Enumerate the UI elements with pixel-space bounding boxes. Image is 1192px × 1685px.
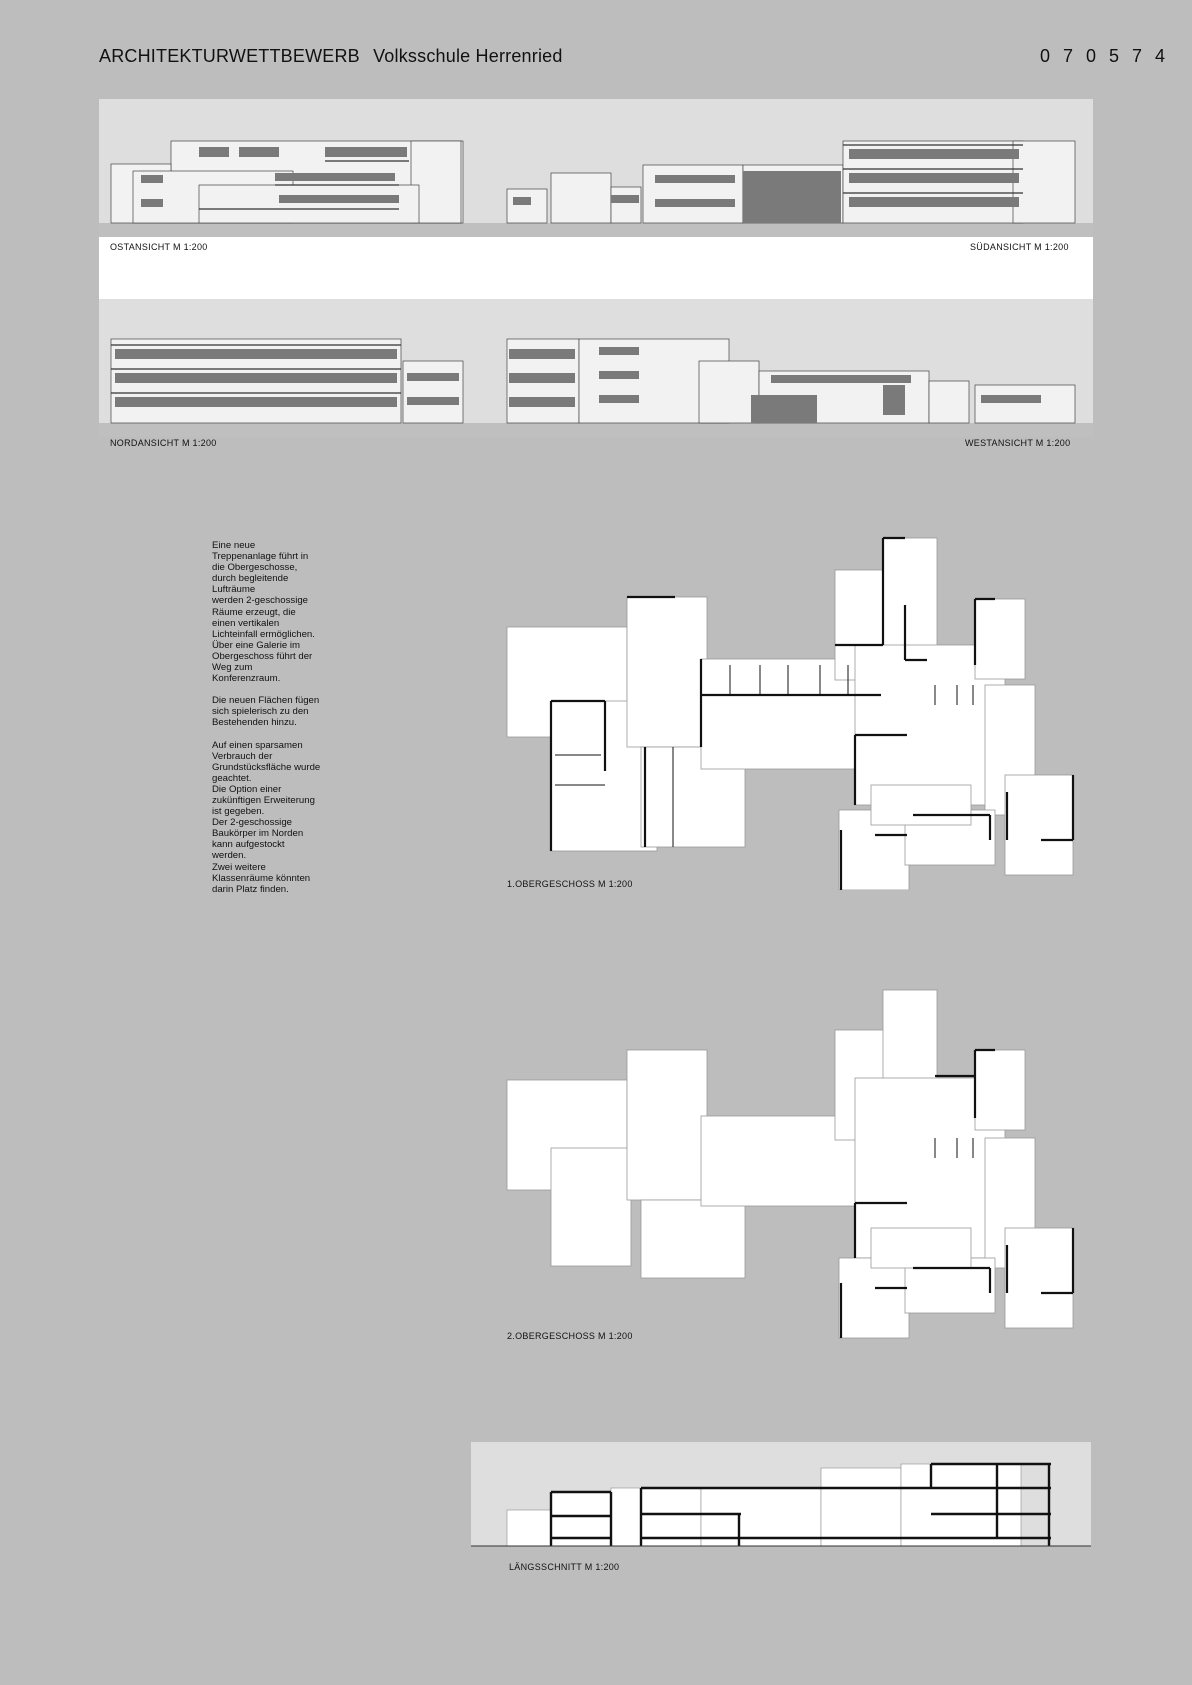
second-floor-plan bbox=[505, 988, 1075, 1343]
east-south-elevation-drawing bbox=[99, 99, 1093, 299]
description-paragraph: Die neuen Flächen fügen sich spielerisch zu den Bestehenden hinzu. bbox=[212, 695, 320, 729]
south-elevation-caption: SÜDANSICHT M 1:200 bbox=[970, 242, 1069, 252]
second-floor-plan-drawing bbox=[505, 988, 1075, 1343]
project-number: 0 7 0 5 7 4 bbox=[1040, 46, 1170, 66]
first-floor-plan-drawing bbox=[505, 535, 1075, 890]
longitudinal-section-drawing bbox=[471, 1442, 1091, 1562]
description-paragraph: Eine neue Treppenanlage führt in die Obergeschosse, durch begleitende Lufträume werden 2-geschossige Räume erzeugt, die einen vertikalen Lichteinfall ermöglichen. Über eine Galerie im Obergeschoss führt der Weg zum Konferenzraum. bbox=[212, 540, 315, 685]
first-floor-plan bbox=[505, 535, 1075, 890]
west-elevation-caption: WESTANSICHT M 1:200 bbox=[965, 438, 1071, 448]
elevations-panel-bottom bbox=[99, 299, 1093, 437]
competition-title: ARCHITEKTURWETTBEWERB bbox=[99, 46, 360, 66]
description-paragraph: Auf einen sparsamen Verbrauch der Grundstücksfläche wurde geachtet. Die Option einer zukünftigen Erweiterung ist gegeben. Der 2-geschossige Baukörper im Norden kann aufgestockt werden. Zwei weitere Klassenräume könnten darin Platz finden. bbox=[212, 739, 321, 895]
elevations-panel-top bbox=[99, 99, 1093, 299]
second-floor-caption: 2.OBERGESCHOSS M 1:200 bbox=[507, 1331, 633, 1341]
north-elevation-caption: NORDANSICHT M 1:200 bbox=[110, 438, 217, 448]
project-description bbox=[212, 540, 332, 906]
longitudinal-section bbox=[471, 1442, 1091, 1562]
section-caption: LÄNGSSCHNITT M 1:200 bbox=[509, 1562, 620, 1572]
north-west-elevation-drawing bbox=[99, 299, 1093, 437]
project-title: Volksschule Herrenried bbox=[373, 46, 563, 66]
poster-title bbox=[99, 46, 563, 67]
first-floor-caption: 1.OBERGESCHOSS M 1:200 bbox=[507, 879, 633, 889]
east-elevation-caption: OSTANSICHT M 1:200 bbox=[110, 242, 208, 252]
